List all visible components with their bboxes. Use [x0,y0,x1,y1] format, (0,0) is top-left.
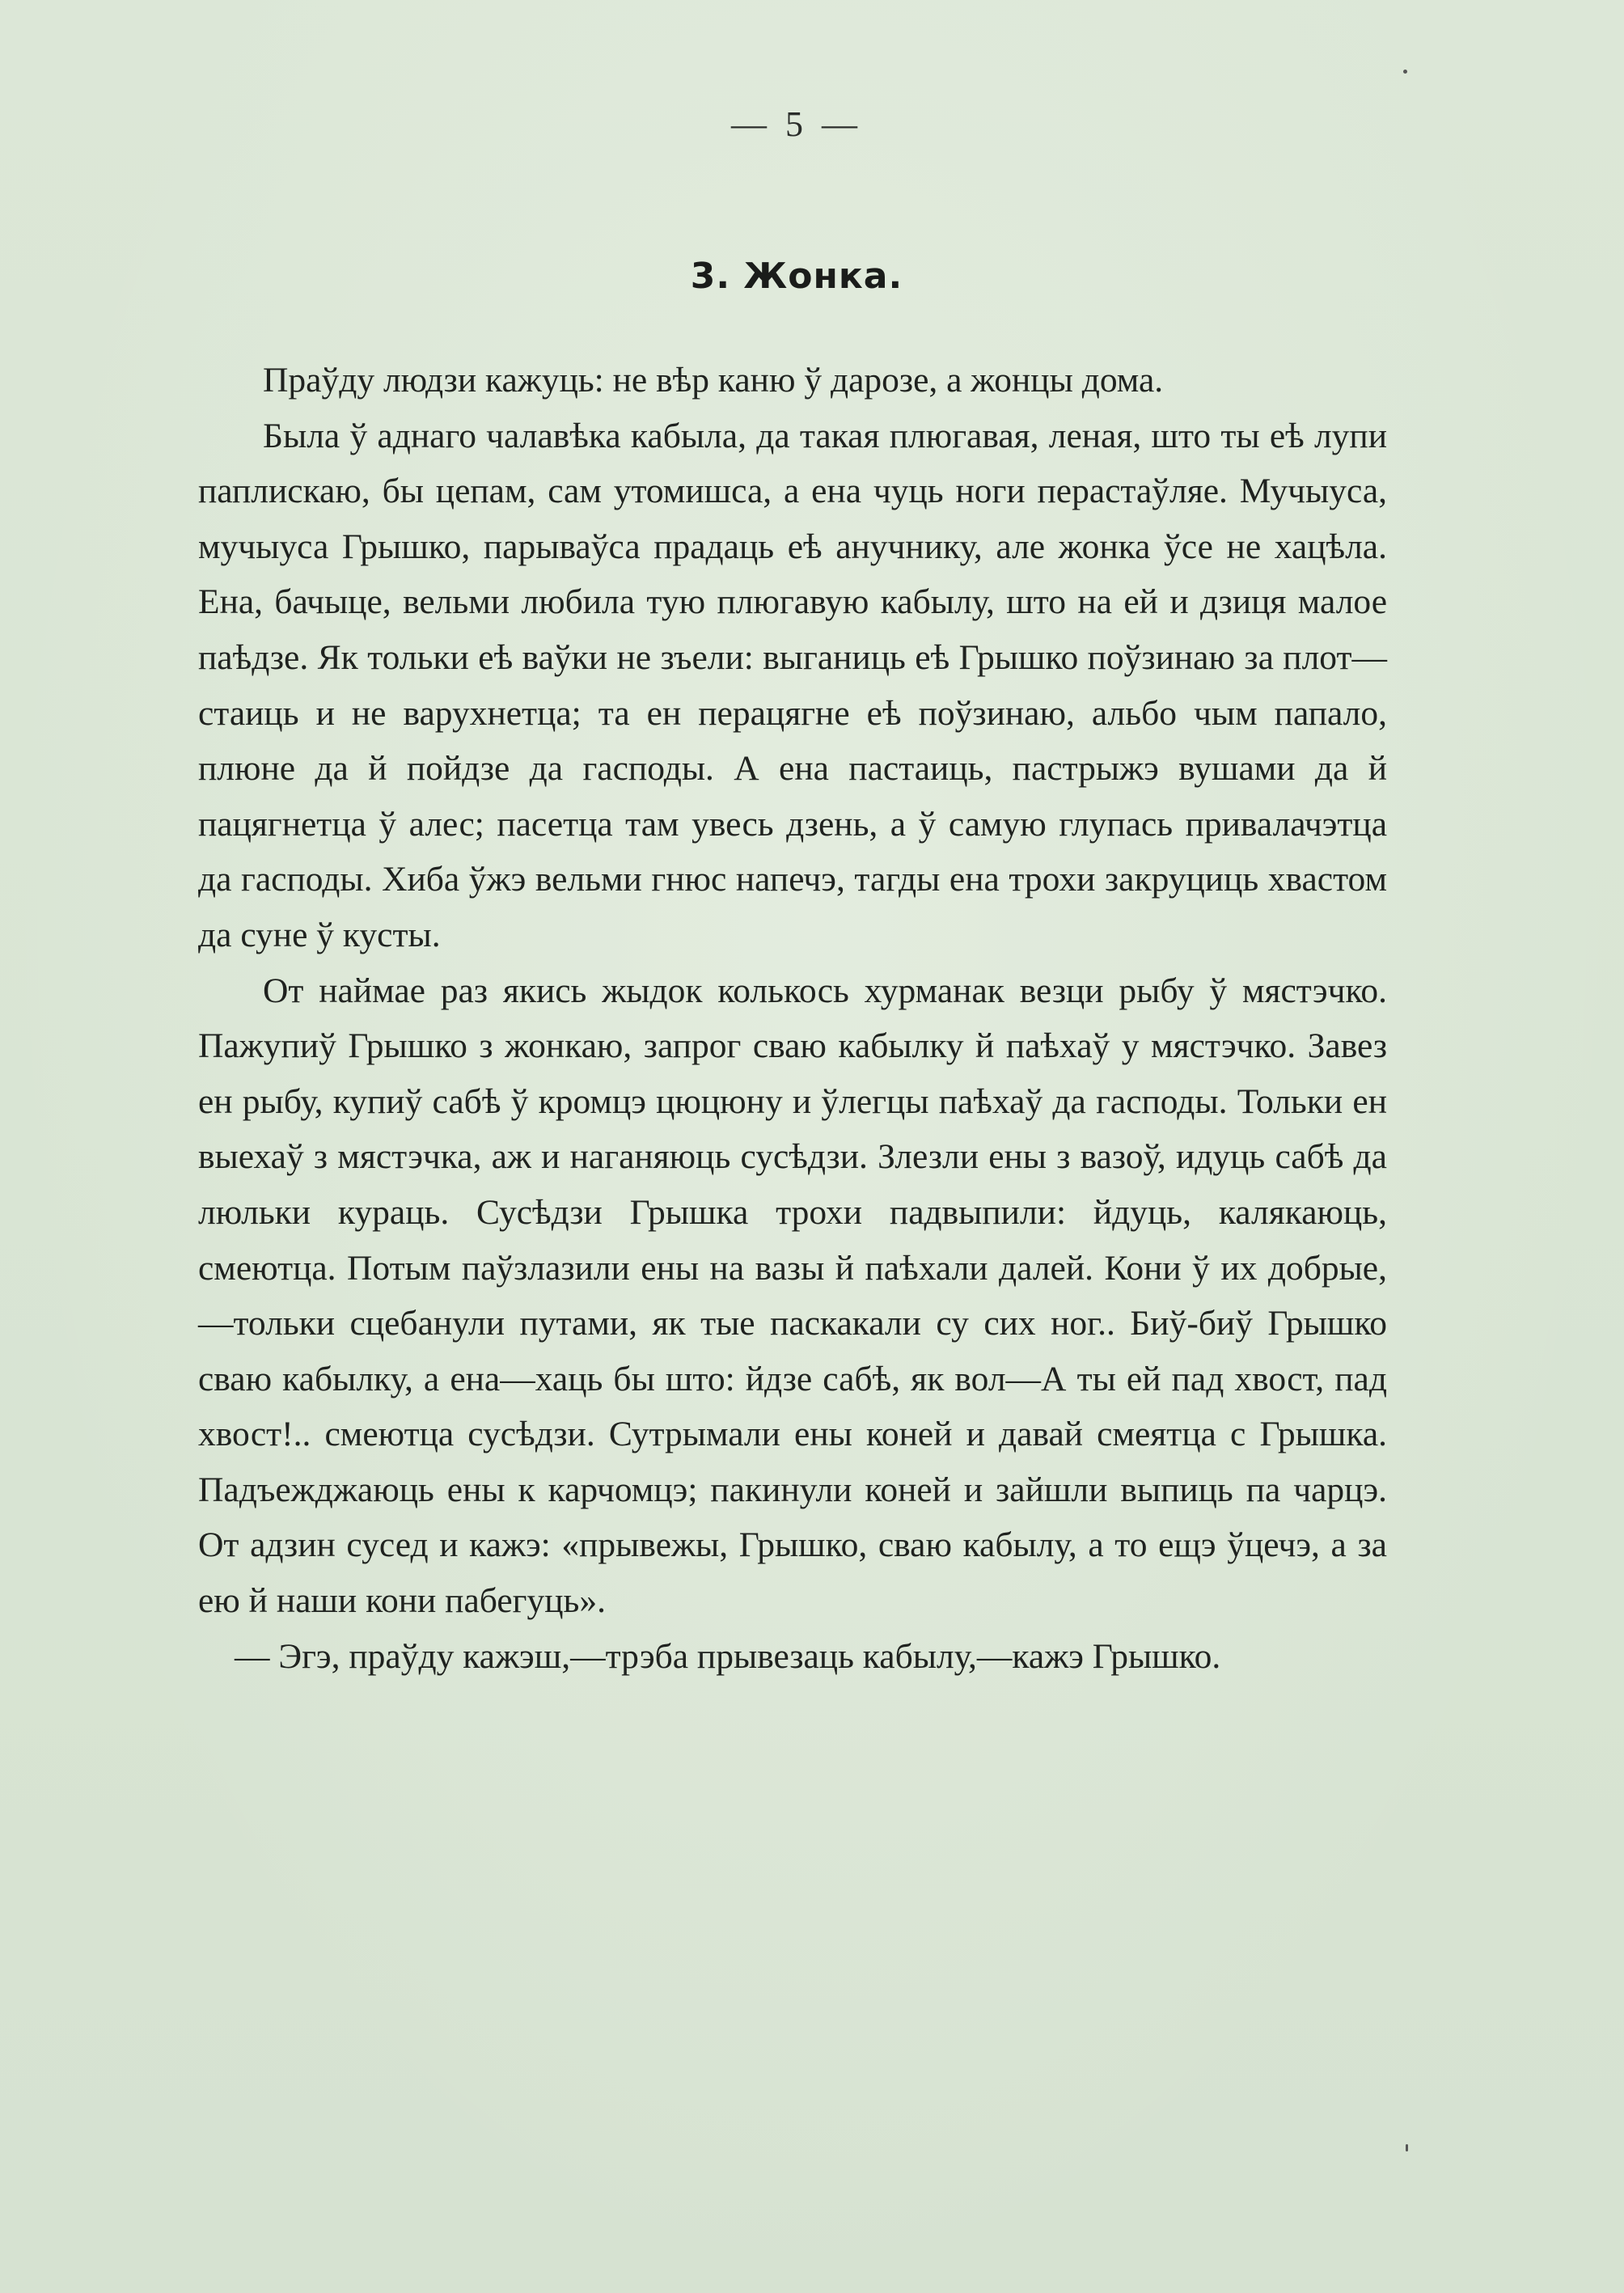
page-number: — 5 — [731,104,862,144]
paragraph-dialogue: — Эгэ, праўду кажэш,—трэба прывезаць кабылу,—кажэ Грышко. [235,1636,1221,1676]
paragraph-journey: От наймае раз якись жыдок колькось хурманак везци рыбу ў мястэчко. Пажупиў Грышко з жонкаю, запрог сваю кабылку й паѣхаў у мястэчко. Завез ен рыбу, купиў сабѣ ў кромцэ цюцюну и ўлегцы паѣхаў да гасподы. Тольки ен выехаў з мястэчка, аж и наганяюць сусѣдзи. Злезли ены з вазоў, идуць сабѣ да люльки кураць. Сусѣдзи Грышка трохи падвыпили: йдуць, калякаюць, смеютца. Потым паўзлазили ены на вазы й паѣхали далей. Кони ў их добрые,—тольки сцебанули путами, як тые паскакали су сих ног.. Биў-биў Грышко сваю кабылку, а ена—хаць бы што: йдзе сабѣ, як вол—А ты ей пад хвост, пад хвост!.. смеютца сусѣдзи. Сутрымали ены коней и давай смеятца с Грышка. Падъежджаюць ены к карчомцэ; пакинули коней и зайшли выпиць па чарцэ. От адзин сусед и кажэ: «прывежы, Грышко, сваю кабылу, а то ещэ ўцечэ, а за ею й наши кони пабегуць». [198,971,1387,1621]
paper-speck [1403,70,1407,74]
paragraph-mare: Была ў аднаго чалавѣка кабыла, да такая плюгавая, леная, што ты еѣ лупи паплискаю, бы цепам, сам утомишса, а ена чуць ноги перастаўляе. Мучыуса, мучыуса Грышко, парываўса прадаць еѣ анучнику, але жонка ўсе не хацѣла. Ена, бачыце, вельми любила тую плюгавую кабылу, што на ей и дзиця малое паѣдзе. Як тольки еѣ ваўки не зъели: выганиць еѣ Грышко поўзинаю за плот—стаиць и не варухнетца; та ен перацягне еѣ поўзинаю, альбо чым папало, плюне да й пойдзе да гасподы. А ена пастаиць, пастрыжэ вушами да й пацягнетца ў алес; пасетца там увесь дзень, а ў самую глупась привалачэтца да гасподы. Хиба ўжэ вельми гнюс напечэ, тагды ена трохи закруциць хвастом да суне ў кусты. [198,416,1387,954]
chapter-title: 3. Жонка. [690,256,903,297]
paragraph-proverb: Праўду людзи кажуць: не вѣр каню ў дарозе, а жонцы дома. [263,361,1164,400]
paper-speck [1406,2144,1408,2151]
book-page [198,0,1395,2293]
story-text [198,353,1387,1684]
